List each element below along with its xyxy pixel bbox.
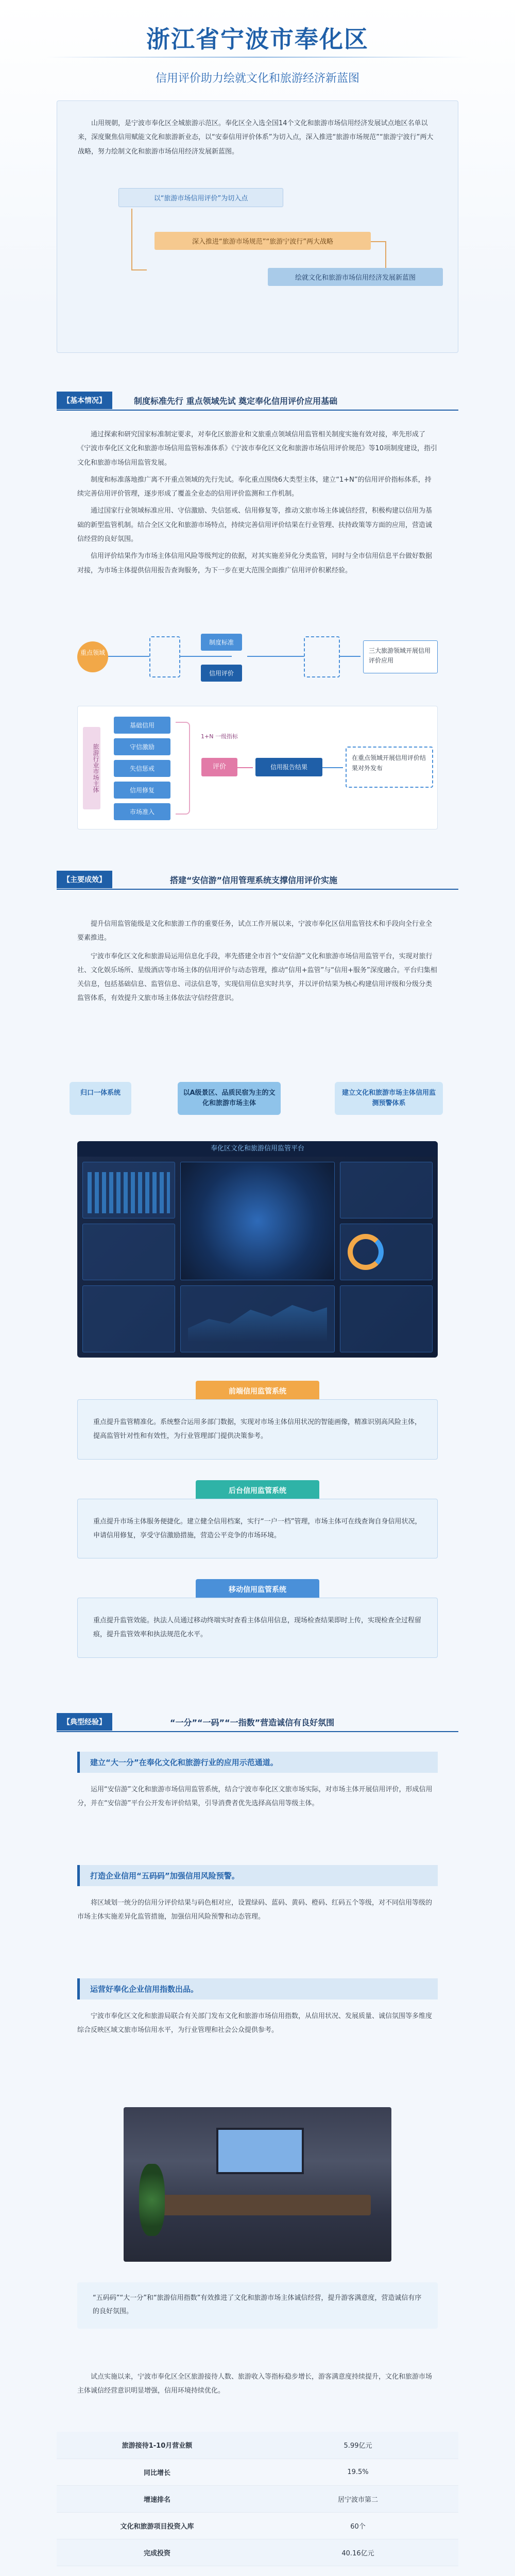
diagram-node-evaluation: 信用评价 <box>201 665 242 682</box>
experience-head-3: 运营好奉化企业信用指数出品。 <box>77 1978 438 1999</box>
card-body-1: 重点提升监管精准化。系统整合运用多部门数据，实现对市场主体信用状况的智能画像，精准识别高风险主体，提高监管针对性和有效性，为行业管理部门提供决策参考。 <box>77 1399 438 1460</box>
section1-bar <box>57 410 458 411</box>
section4-paragraph: 试点实施以来，宁波市奉化区全区旅游接待人数、旅游收入等指标稳步增长，游客满意度持续提升，文化和旅游市场主体诚信经营意识明显增强，信用环境持续优化。 <box>77 2373 433 2395</box>
diagram-node-right: 三大旅游领域开展信用评价应用 <box>363 640 438 673</box>
section2-bar <box>57 889 458 890</box>
diagram-line <box>340 656 360 657</box>
page-title: 浙江省宁波市奉化区 <box>146 25 369 53</box>
intro-flow-step-2: 深入推进“旅游市场规范”“旅游宁波行”两大战略 <box>154 232 371 250</box>
table-label: 完成投资 <box>57 2539 258 2566</box>
diagram-line <box>180 656 232 657</box>
table-label: 旅游接待1-10月营业额 <box>57 2432 258 2459</box>
section2-paragraph: 提升信用监管能级是文化和旅游工作的重要任务，试点工作开展以来，宁波市奉化区信用监管技术和手段向全行业全要素推进。 <box>77 920 433 942</box>
diagram2-right: 在重点领域开展信用评价结果对外发布 <box>346 747 433 788</box>
section1-paragraph: 信用评价结果作为市场主体信用风险等级判定的依据，对其实施差异化分类监管，同时与全市信用信息平台做好数据对接，为市场主体提供信用报告查询服务，为下一步在更大范围全面推广信用评价积累经验。 <box>77 552 433 574</box>
experience-paragraph: 将区域划一统分的信用分评价结果与码色相对应，设置绿码、蓝码、黄码、橙码、红码五个等级，对不同信用等级的市场主体实施差异化监管措施，加强信用风险预警和动态管理。 <box>77 1899 433 1921</box>
section1-paragraph: 通过探索和研究国家标准制定要求，对奉化区旅游业和文旅重点领域信用监管相关制度实施有效对接，率先形成了《宁波市奉化区文化和旅游市场信用监管标准体系》《宁波市奉化区文化和旅游市场信用评价规范》等10项制度建设，指引文化和旅游市场信用监管发展。 <box>77 431 438 467</box>
intro-flow-step-3: 绘就文化和旅游市场信用经济发展新蓝图 <box>268 268 443 286</box>
section2-paragraph: 宁波市奉化区文化和旅游局运用信息化手段，率先搭建全市首个“安信游”文化和旅游市场信用监管平台，实现对旅行社、文化娱乐场所、星级酒店等市场主体的信用评价与动态管理，推动“信用+监管”与“信用+服务”深度融合。平台归集相关信息，包括基础信息、监管信息、司法信息等，实现信用信息实时共享，并以评价结果为核心构建信用评级和分级分类监管体系，有效提升文旅市场主体依法守信经营意识。 <box>77 952 437 1003</box>
photo-plant <box>139 2164 165 2236</box>
dash-map <box>180 1162 335 1280</box>
diagram2-bracket <box>176 722 190 815</box>
diagram-dashed-box <box>149 636 180 677</box>
cards <box>77 1381 438 1658</box>
table-value: 60个 <box>258 2512 458 2539</box>
diagram-node-standard: 制度标准 <box>201 634 242 651</box>
feature-pill-1: 归口一体系统 <box>70 1082 131 1115</box>
intro-paragraph: 山用规朝，是宁波市奉化区全城旅游示范区。奉化区全入选全国14个文化和旅游市场信用经济发展试点地区名单以来，深度聚焦信用赋能文化和旅游新业态，以“安泰信用评价体系”为切入点，深入推进“旅游市场规范”“旅游宁波行”两大战略，努力绘制文化和旅游市场信用经济发展新蓝图。 <box>78 120 434 156</box>
diagram2-center: 评价 <box>201 758 237 776</box>
flow-connector <box>371 241 386 272</box>
experience-body-2 <box>77 1896 438 1924</box>
table-row <box>57 2566 458 2576</box>
diagram2-item: 信用修复 <box>114 782 170 799</box>
intro-box <box>57 100 458 353</box>
table-label: 同比增长 <box>57 2459 258 2485</box>
feature-pill-3: 建立文化和旅游市场主体信用监测预警体系 <box>335 1082 443 1115</box>
table-value <box>258 2566 458 2576</box>
diagram-evaluation <box>77 706 438 829</box>
table-row <box>57 2459 458 2485</box>
diagram-line <box>108 656 149 657</box>
diagram2-item: 守信激励 <box>114 738 170 755</box>
dashboard-screenshot <box>77 1141 438 1358</box>
table-value: 40.16亿元 <box>258 2539 458 2566</box>
meeting-photo <box>124 2107 391 2262</box>
section1-text <box>77 428 438 578</box>
table-label: 增速排名 <box>57 2485 258 2512</box>
table-label <box>57 2566 258 2576</box>
card-body-2: 重点提升市场主体服务便捷化。建立健全信用档案，实行“一户一档”管理，市场主体可在线查询自身信用状况，申请信用修复，享受守信激励措施，营造公平竞争的市场环境。 <box>77 1499 438 1559</box>
diagram2-center-top: 1+N 一级指标 <box>201 733 238 740</box>
flow-connector <box>131 209 147 270</box>
table-value: 5.99亿元 <box>258 2432 458 2459</box>
dash-bars <box>88 1172 170 1213</box>
photo-table <box>144 2195 371 2215</box>
photo-caption: “五码码”“大一分”和“旅游信用指数”有效推进了文化和旅游市场主体诚信经营，提升游客满意度，营造诚信有序的良好氛围。 <box>77 2282 438 2329</box>
diagram2-item: 市场准入 <box>114 803 170 820</box>
section2-tag: 【主要成效】 <box>57 871 112 888</box>
dash-donut <box>348 1234 384 1270</box>
experience-head-1: 建立“大一分”在奉化文化和旅游行业的应用示范通道。 <box>77 1752 438 1773</box>
card-head-3: 移动信用监管系统 <box>196 1579 319 1600</box>
section4-text <box>77 2370 438 2398</box>
table-row <box>57 2485 458 2512</box>
feature-pill-2: 以A级景区、品质民宿为主的文化和旅游市场主体 <box>178 1082 281 1115</box>
table-label: 文化和旅游项目投资入库 <box>57 2512 258 2539</box>
section3-tag: 【典型经验】 <box>57 1713 112 1731</box>
diagram-dashed-box <box>304 636 340 677</box>
diagram2-item: 基础信用 <box>114 717 170 734</box>
section3-bar <box>57 1731 458 1732</box>
experience-head-2: 打造企业信用“五码码”加强信用风险预警。 <box>77 1865 438 1886</box>
section1-paragraph: 通过国家行业领域标准应用、守信激励、失信惩戒、信用修复等，推动文旅市场主体诚信经营，积极构建以信用为基础的新型监管机制。结合全区文化和旅游市场特点，持续完善信用评价结果在行业管理、扶持政策等方面的应用，营造诚信经营的良好氛围。 <box>77 507 433 544</box>
diagram2-item: 失信惩戒 <box>114 760 170 777</box>
section1-tag: 【基本情况】 <box>57 392 112 409</box>
card-body-3: 重点提升监管效能。执法人员通过移动终端实时查看主体信用信息，现场检查结果即时上传，实现检查全过程留痕，提升监管效率和执法规范化水平。 <box>77 1598 438 1658</box>
section1-paragraph: 制度和标准落地推广离不开重点领域的先行先试。奉化重点围绕6大类型主体，建立“1+N”的信用评价指标体系，持续完善信用评价管理，逐步形成了覆盖全业态的信用评价监测和工作机制。 <box>77 476 432 498</box>
section3-title: “一分”“一码”“一指数”营造诚信有良好氛围 <box>170 1718 335 1727</box>
experience-paragraph: 宁波市奉化区文化和旅游局联合有关部门发布文化和旅游市场信用指数，从信用状况、发展质量、诚信氛围等多维度综合反映区域文旅市场信用水平，为行业管理和社会公众提供参考。 <box>77 2012 433 2035</box>
section2-title: 搭建“安信游”信用管理系统支撑信用评价实施 <box>170 875 338 885</box>
intro-flow-step-1: 以“旅游市场信用评价”为切入点 <box>118 188 283 207</box>
section1-title: 制度标准先行 重点领域先试 奠定奉化信用评价应用基础 <box>134 396 338 406</box>
dash-panel <box>340 1285 433 1352</box>
stats-table <box>57 2432 458 2576</box>
experience-body-1 <box>77 1783 438 1811</box>
experience-paragraph: 运用“安信游”文化和旅游市场信用监管系统，结合宁波市奉化区文旅市场实际，对市场主体开展信用评价，形成信用分，并在“安信游”平台公开发布评价结果，引导消费者优先选择高信用等级主体。 <box>77 1786 433 1808</box>
dash-panel <box>82 1224 175 1280</box>
table-row <box>57 2539 458 2566</box>
diagram-node-left: 重点领域 <box>77 641 108 672</box>
diagram-line <box>322 767 343 768</box>
diagram-standards <box>77 626 438 688</box>
diagram2-left-label: 旅游行业市场主体 <box>83 727 100 809</box>
experience-body-3 <box>77 2009 438 2038</box>
page-subtitle: 信用评价助力绘就文化和旅游经济新蓝图 <box>155 72 359 85</box>
title-divider <box>46 57 469 58</box>
table-row <box>57 2512 458 2539</box>
table-value: 19.5% <box>258 2459 458 2485</box>
table-row <box>57 2432 458 2459</box>
table-value: 居宁波市第二 <box>258 2485 458 2512</box>
section2-text <box>77 917 438 1006</box>
card-head-2: 后台信用监管系统 <box>196 1480 319 1501</box>
card-head-1: 前端信用监管系统 <box>196 1381 319 1401</box>
diagram-line <box>237 767 253 768</box>
dash-panel <box>340 1162 433 1218</box>
diagram2-result: 信用报告结果 <box>255 758 322 776</box>
diagram-line <box>247 656 304 657</box>
photo-screen <box>216 2128 304 2174</box>
dash-panel <box>82 1285 175 1352</box>
dashboard-title: 奉化区文化和旅游信用监管平台 <box>77 1141 438 1157</box>
